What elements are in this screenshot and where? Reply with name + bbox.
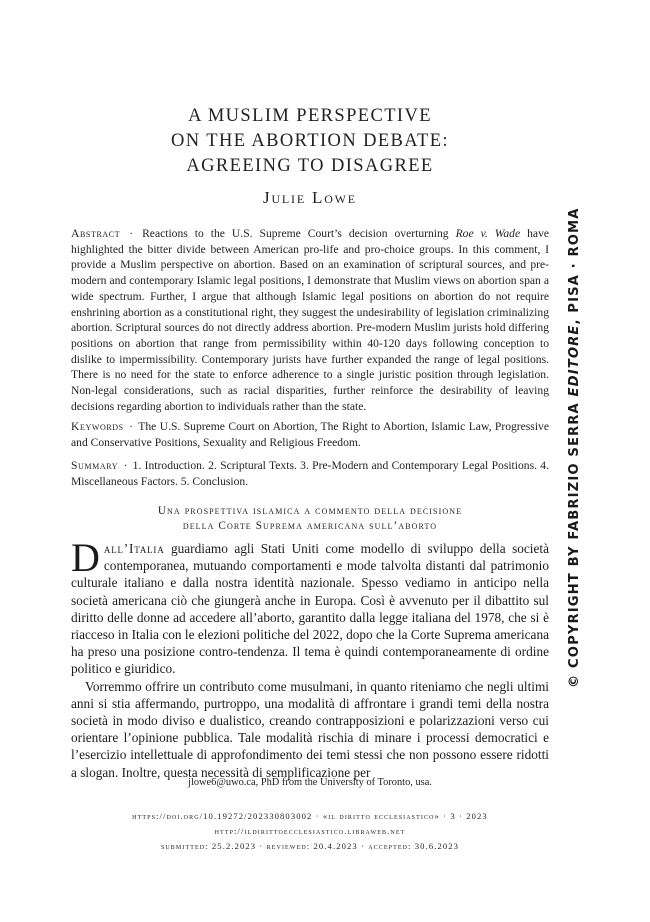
italian-subtitle — [71, 504, 549, 534]
copyright-suffix: , PISA · ROMA — [567, 207, 582, 325]
paragraph-1 — [71, 535, 549, 678]
case-name: Roe v. Wade — [455, 227, 521, 240]
drop-cap: D — [71, 535, 100, 580]
summary — [71, 458, 549, 489]
subtitle-line: Una prospettiva islamica a commento della decisione — [157, 505, 463, 517]
title-line: ON THE ABORTION DEBATE: — [171, 131, 449, 151]
article-title — [0, 104, 620, 179]
keywords — [71, 419, 549, 450]
keywords-text: The U.S. Supreme Court on Abortion, The Right to Abortion, Islamic Law, Progressive and Conservative Positions, Sexuality and Religious Freedom. — [71, 420, 549, 449]
title-line: AGREEING TO DISAGREE — [186, 156, 434, 176]
separator-dot: · — [129, 227, 134, 240]
author-footnote: jlowe6@uwo.ca, PhD from the University of Toronto, usa. — [188, 777, 432, 788]
abstract-label: Abstract — [71, 227, 121, 240]
abstract-text-rest: have highlighted the bitter divide between American pro-life and pro-choice groups. In this comment, I provide a Muslim perspective on abortion. Based on an examination of scriptural sources, and pre-modern and contemporary Islamic legal positions, I demonstrate that Muslim views on abortion span a wide spectrum. Further, I argue that although Islamic legal positions on abortion do not require enshrining abortion as a constitutional right, they suggest the undesirability of legislation criminalizing abortion. Scriptural sources do not directly address abortion. Pre-modern Muslim jurists hold differing positions on abortion that range from permissibility within 40-120 days following conception to dislike to impermissibility. Contemporary jurists have further expanded the range of legal positions. There is no need for the state to enforce adherence to a single juristic position through legislation. Non-legal considerations, such as racial disparities, further reinforce the desirability of leaving decisions regarding abortion to individuals rather than the state. — [71, 227, 550, 413]
separator-dot: · — [123, 459, 128, 472]
summary-label: Summary — [71, 459, 119, 472]
keywords-label: Keywords — [71, 420, 124, 433]
abstract-text-start: Reactions to the U.S. Supreme Court’s decision overturning — [142, 227, 449, 240]
subtitle-line: della Corte Suprema americana sull’aborto — [182, 520, 438, 532]
abstract — [71, 226, 549, 414]
title-line: A MUSLIM PERSPECTIVE — [188, 106, 432, 126]
summary-text: 1. Introduction. 2. Scriptural Texts. 3. Pre-Modern and Contemporary Legal Positions. 4. Miscellaneous Factors. 5. Conclusion. — [71, 459, 550, 488]
journal-url: http://ildirittoecclesiastico.libraweb.net — [214, 826, 406, 836]
author-name: Julie Lowe — [263, 188, 357, 207]
lead-words: all’Italia — [103, 541, 165, 556]
paragraph-2: Vorremmo offrire un contributo come musulmani, in quanto riteniamo che negli ultimi anni si stia affermando, purtroppo, una modalità di affrontare i grandi temi della nostra società in modo diviso e dualistico, creando contrapposizioni e polarizzazioni verso cui orientare l’opinione pubblica. Tale modalità rischia di minare i processi democratici e l’esercizio intellettuale di approfondimento dei temi stessi che non possono essere ridotti a slogan. Inoltre, questa necessità di semplificazione per — [71, 678, 549, 780]
copyright-notice — [565, 207, 585, 688]
body-text — [71, 535, 549, 781]
separator-dot: · — [129, 420, 134, 433]
submission-dates: submitted: 25.2.2023 · reviewed: 20.4.2023 · accepted: 30.6.2023 — [160, 841, 460, 851]
copyright-italic: EDITORE — [567, 324, 582, 397]
doi-line: https://doi.org/10.19272/202330803002 · «il diritto ecclesiastico» · 3 · 2023 — [132, 811, 488, 821]
paragraph-1-text: guardiamo agli Stati Uniti come modello di sviluppo della società contemporanea, mutuando comportamenti e mode talvolta distanti dal patrimonio culturale italiano e dalla nostra identità nazionale. Spesso vediamo in anticipo nella società americana ciò che giungerà anche in Europa. Così è avvenuto per il dibattito sul diritto delle donne ad accedere all’aborto, garantito dalla legge italiana del 1978, che si è riacceso in Italia con le elezioni politiche del 2022, dopo che la Corte Suprema americana ha preso una posizione contro-tendenza. Il tema è quindi contemporaneamente di ordine politico e giuridico. — [71, 541, 549, 677]
copyright-prefix: © COPYRIGHT BY FABRIZIO SERRA — [567, 396, 582, 688]
